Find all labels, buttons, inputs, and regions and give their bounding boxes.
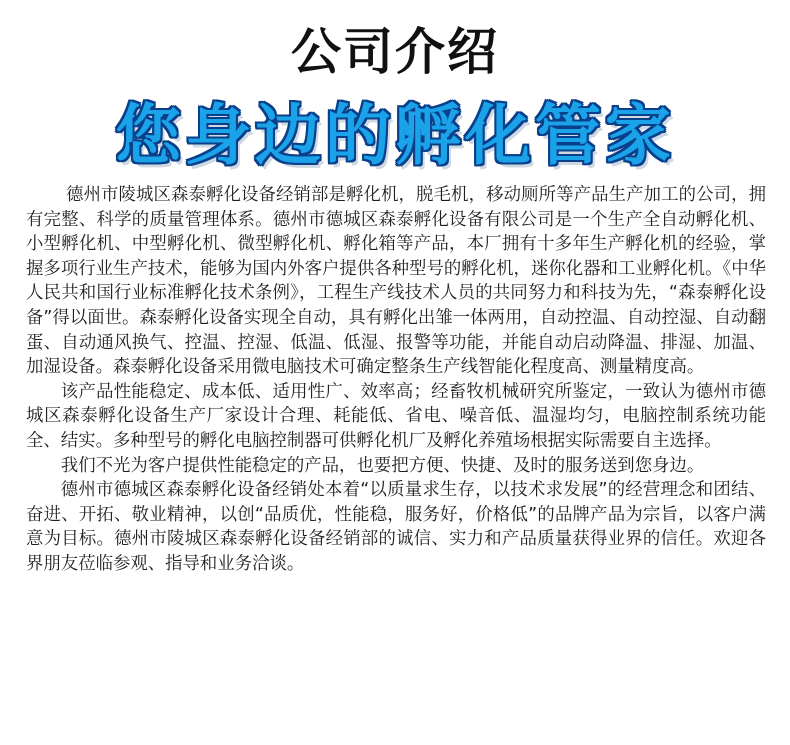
intro-paragraph-1: 德州市陵城区森泰孵化设备经销部是孵化机，脱毛机，移动厕所等产品生产加工的公司，拥有完整、科学的质量管理体系。德州市德城区森泰孵化设备有限公司是一个生产全自动孵化机、小型孵化机、中型孵化机、微型孵化机、孵化箱等产品，本厂拥有十多年生产孵化机的经验，掌握多项行业生产技术，能够为国内外客户提供各种型号的孵化机，迷你化器和工业孵化机。《中华人民共和国行业标准孵化技术条例》，工程生产线技术人员的共同努力和科技为先，“森泰孵化设备”得以面世。森泰孵化设备实现全自动，具有孵化出雏一体两用，自动控温、自动控湿、自动翻蛋、自动通风换气、控温、控湿、低温、低湿、报警等功能，并能自动启动降温、排湿、加温、加湿设备。森泰孵化设备采用微电脑技术可确定整条生产线智能化程度高、测量精度高。	[26, 185, 766, 378]
intro-paragraph-2: 该产品性能稳定、成本低、适用性广、效率高；经畜牧机械研究所鉴定，一致认为德州市德城区森泰孵化设备生产厂家设计合理、耗能低、省电、噪音低、温湿均匀，电脑控制系统功能全、结实。多种型号的孵化电脑控制器可供孵化机厂及孵化养殖场根据实际需要自主选择。	[26, 381, 766, 451]
page-subtitle-slogan: 您身边的孵化管家	[115, 97, 675, 174]
page-title: 公司介绍	[291, 23, 499, 81]
intro-paragraph-3: 我们不光为客户提供性能稳定的产品，也要把方便、快捷、及时的服务送到您身边。	[60, 455, 705, 476]
intro-paragraph-4: 德州市德城区森泰孵化设备经销处本着“以质量求生存，以技术求发展”的经营理念和团结、奋进、开拓、敬业精神，以创“品质优，性能稳，服务好，价格低”的品牌产品为宗旨，以客户满意为目标。德州市陵城区森泰孵化设备经销部的诚信、实力和产品质量获得业界的信任。欢迎各界朋友莅临参观、指导和业务洽谈。	[26, 480, 766, 574]
company-introduction-text	[26, 183, 766, 577]
